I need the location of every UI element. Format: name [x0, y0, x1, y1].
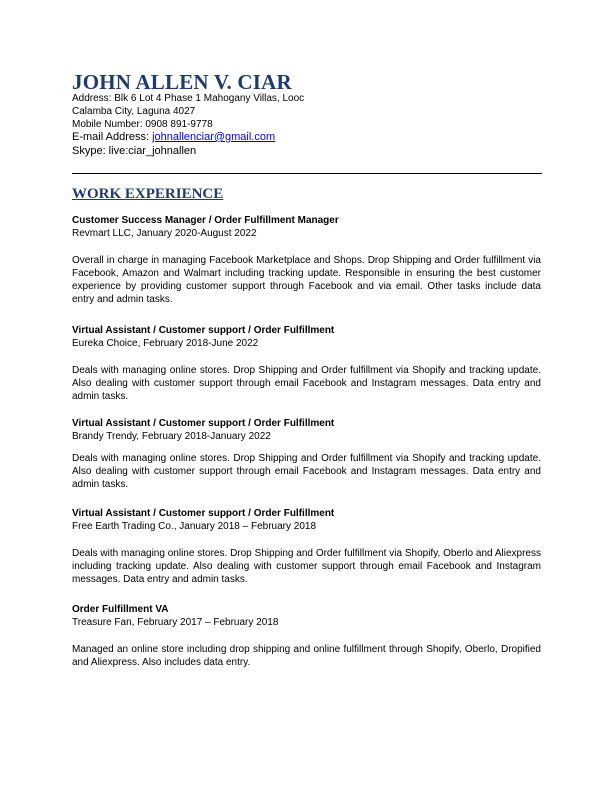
- online-contact: [72, 130, 275, 158]
- job-title: Virtual Assistant / Customer support / Order Fulfillment: [72, 325, 335, 336]
- job-description: Deals with managing online stores. Drop Shipping and Order fulfillment via Shopify and tracking update. Also dealing with customer support through email Facebook and Instagram messages. Data entry and admin tasks.: [72, 364, 541, 403]
- job-description: Managed an online store including drop shipping and online fulfillment through Shopify, Oberlo, Dropified and Aliexpress. Also includes data entry.: [72, 643, 541, 668]
- contact-block: [72, 92, 304, 131]
- section-title: WORK EXPERIENCE: [72, 186, 224, 202]
- job-company: Revmart LLC, January 2020-August 2022: [72, 228, 257, 240]
- job-entry: [72, 214, 541, 307]
- job-title: Order Fulfillment VA: [72, 604, 169, 615]
- address-line-2: Calamba City, Laguna 4027: [72, 106, 196, 117]
- divider: [72, 173, 542, 174]
- job-description: Deals with managing online stores. Drop Shipping and Order fulfillment via Shopify and tracking update. Also dealing with customer support through email Facebook and Instagram messages. Data entry and admin tasks.: [72, 452, 541, 491]
- job-title: Customer Success Manager / Order Fulfillment Manager: [72, 215, 339, 226]
- job-company: Eureka Choice, February 2018-June 2022: [72, 338, 259, 350]
- candidate-name: JOHN ALLEN V. CIAR: [72, 70, 292, 94]
- job-company: Brandy Trendy, February 2018-January 2022: [72, 431, 271, 443]
- email-line: [72, 130, 275, 144]
- mobile-number: Mobile Number: 0908 891-9778: [72, 119, 213, 130]
- email-label: E-mail Address:: [72, 131, 153, 143]
- job-description: Deals with managing online stores. Drop Shipping and Order fulfillment via Shopify, Oberlo and Aliexpress including tracking update. Also dealing with customer support through email Facebook and Instagram messages. Data entry and admin tasks.: [72, 547, 541, 586]
- job-title: Virtual Assistant / Customer support / Order Fulfillment: [72, 418, 335, 429]
- address-line-1: Address: Blk 6 Lot 4 Phase 1 Mahogany Villas, Looc: [72, 93, 305, 104]
- job-company: Treasure Fan, February 2017 – February 2018: [72, 617, 279, 629]
- job-entry: [72, 603, 541, 669]
- job-entry: [72, 324, 541, 403]
- job-entry: [72, 507, 541, 586]
- skype-line: Skype: live:ciar_johnallen: [72, 145, 197, 157]
- job-description: Overall in charge in managing Facebook Marketplace and Shops. Drop Shipping and Order fulfillment via Facebook, Amazon and Walmart including tracking update. Responsible in ensuring the best customer experience by providing customer support through Facebook and via email. Other tasks include data entry and admin tasks.: [72, 254, 541, 306]
- job-title: Virtual Assistant / Customer support / Order Fulfillment: [72, 508, 335, 519]
- job-entry: [72, 417, 541, 491]
- email-link[interactable]: johnallenciar@gmail.com: [152, 131, 276, 143]
- job-company: Free Earth Trading Co., January 2018 – February 2018: [72, 521, 317, 533]
